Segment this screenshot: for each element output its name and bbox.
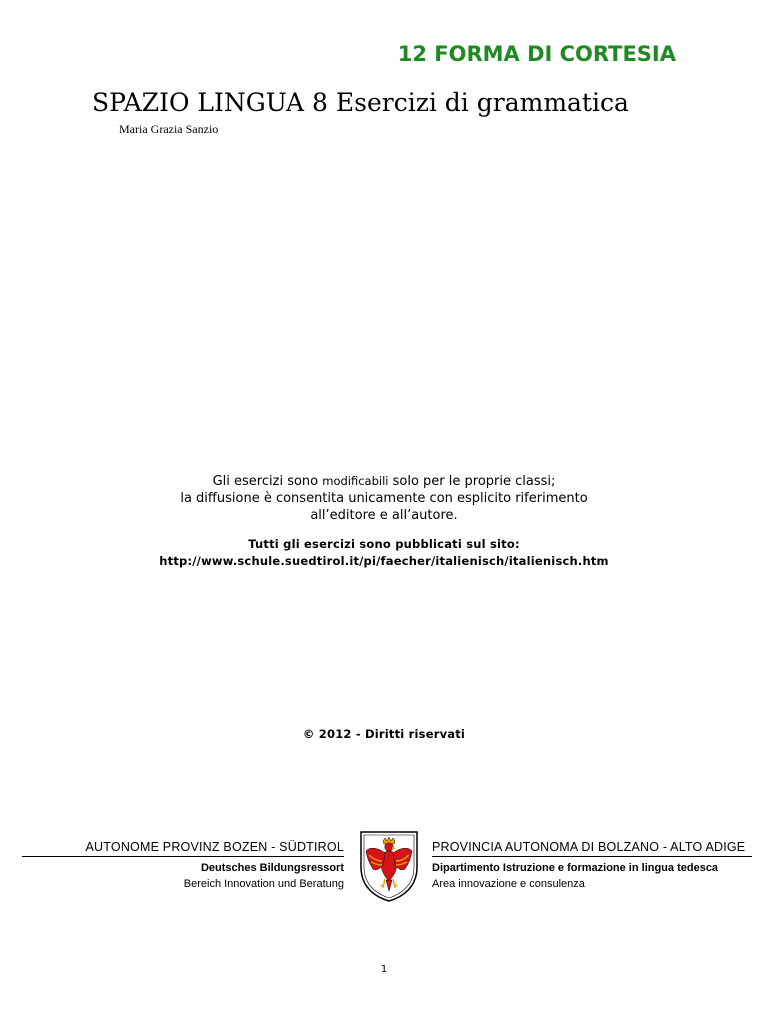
document-title: SPAZIO LINGUA 8 Esercizi di grammatica bbox=[92, 88, 629, 117]
notice-line-1-part-a: Gli esercizi sono bbox=[212, 474, 323, 489]
footer-province-german: AUTONOME PROVINZ BOZEN - SÜDTIROL bbox=[22, 840, 344, 857]
usage-notice bbox=[0, 473, 768, 524]
author-name: Maria Grazia Sanzio bbox=[119, 122, 219, 136]
notice-line-2: la diffusione è consentita unicamente con esplicito riferimento bbox=[180, 491, 588, 506]
chapter-heading: 12 FORMA DI CORTESIA bbox=[397, 42, 676, 66]
copyright-line: © 2012 - Diritti riservati bbox=[302, 727, 466, 741]
notice-line-1 bbox=[0, 473, 768, 490]
footer-department-german: Deutsches Bildungsressort bbox=[200, 862, 344, 874]
eagle-coat-of-arms-icon bbox=[357, 829, 421, 903]
notice-line-1-part-c: solo per le proprie classi; bbox=[388, 474, 556, 489]
footer-area-german: Bereich Innovation und Beratung bbox=[183, 878, 344, 890]
footer-area-italian: Area innovazione e consulenza bbox=[432, 878, 585, 890]
website-notice bbox=[0, 536, 768, 570]
footer-province-italian: PROVINCIA AUTONOMA DI BOLZANO - ALTO ADIGE bbox=[432, 840, 752, 857]
page-number: 1 bbox=[380, 964, 388, 975]
notice-line-3: all’editore e all’autore. bbox=[310, 508, 458, 523]
footer-german-block bbox=[22, 840, 344, 890]
website-url: http://www.schule.suedtirol.it/pi/faecher/italienisch/italienisch.htm bbox=[159, 554, 609, 568]
footer-italian-block bbox=[432, 840, 752, 890]
footer-department-italian: Dipartimento Istruzione e formazione in lingua tedesca bbox=[432, 862, 719, 874]
website-intro: Tutti gli esercizi sono pubblicati sul sito: bbox=[248, 537, 520, 551]
notice-line-1-part-b: modificabili bbox=[322, 474, 389, 488]
